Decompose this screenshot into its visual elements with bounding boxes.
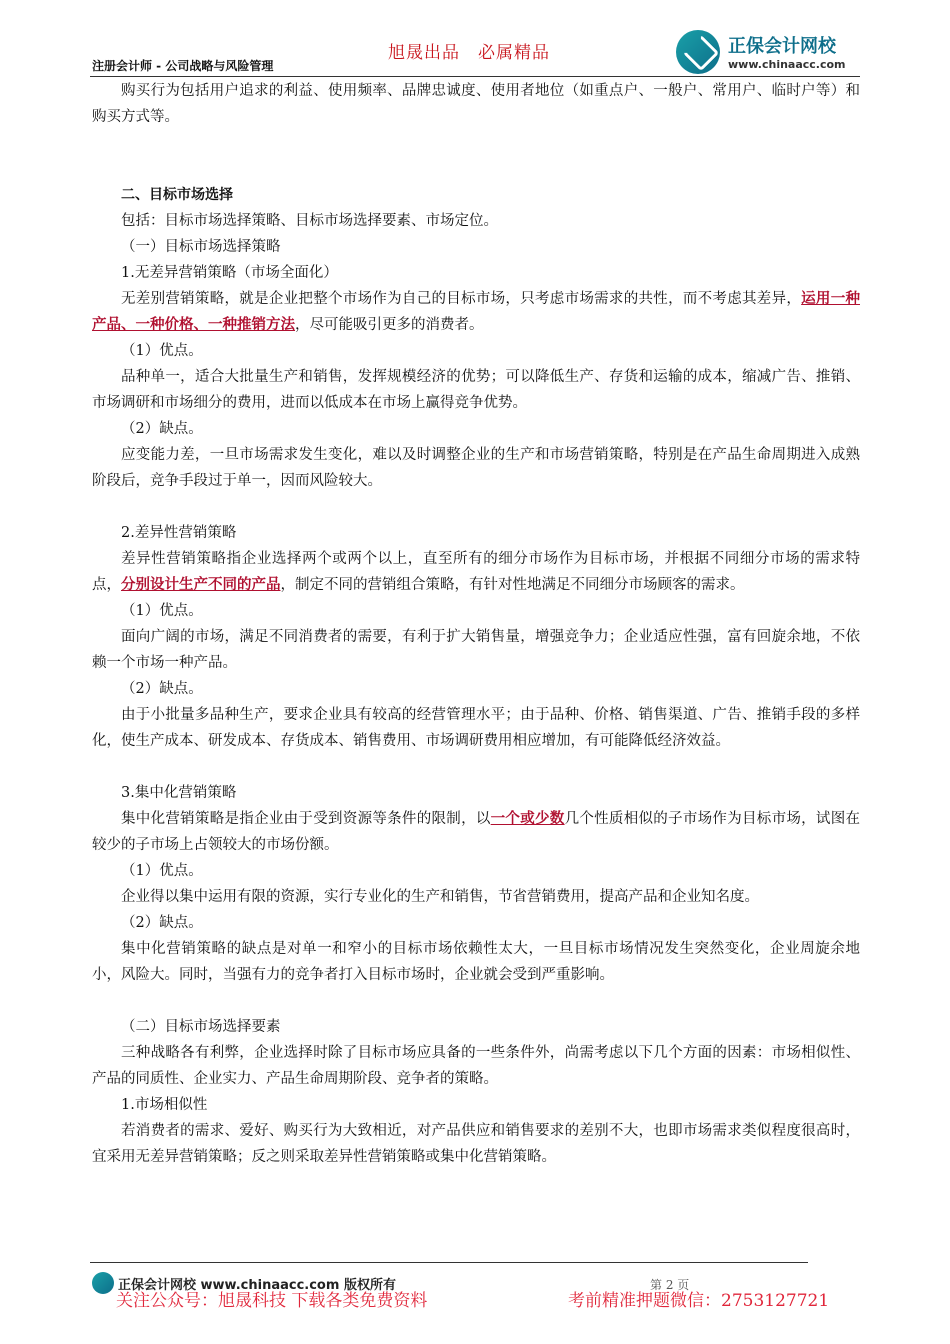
highlighted-text: 运用一种产品、一种价格、一种推销方法 bbox=[92, 290, 860, 333]
item-heading: 3.集中化营销策略 bbox=[121, 785, 237, 801]
item-heading: 1.无差异营销策略（市场全面化） bbox=[121, 265, 338, 281]
paragraph: 三种战略各有利弊，企业选择时除了目标市场应具备的一些条件外，尚需考虑以下几个方面的因素：市场相似性、产品的同质性、企业实力、产品生命周期阶段、竞争者的策略。 bbox=[92, 1045, 860, 1087]
paragraph bbox=[92, 286, 860, 338]
paragraph: 由于小批量多品种生产，要求企业具有较高的经营管理水平；由于品种、价格、销售渠道、广告、推销手段的多样化，使生产成本、研发成本、存货成本、销售费用、市场调研费用相应增加，有可能降低经济效益。 bbox=[92, 707, 860, 749]
label: （2）缺点。 bbox=[121, 681, 203, 697]
paragraph bbox=[92, 806, 860, 858]
promo-text-left: 关注公众号：旭晟科技 下载各类免费资料 bbox=[116, 1291, 428, 1311]
header-divider bbox=[90, 76, 860, 77]
item-heading: 2.差异性营销策略 bbox=[121, 525, 237, 541]
header-subject: 注册会计师 - 公司战略与风险管理 bbox=[92, 59, 274, 73]
section-heading: 二、目标市场选择 bbox=[121, 187, 233, 203]
label: （2）缺点。 bbox=[121, 421, 203, 437]
paragraph: 若消费者的需求、爱好、购买行为大致相近，对产品供应和销售要求的差别不大，也即市场需求类似程度很高时，宜采用无差异营销策略；反之则采取差异性营销策略或集中化营销策略。 bbox=[92, 1123, 860, 1165]
paragraph: 购买行为包括用户追求的利益、使用频率、品牌忠诚度、使用者地位（如重点户、一般户、常用户、临时户等）和购买方式等。 bbox=[92, 83, 860, 125]
page-number: 第 2 页 bbox=[650, 1278, 690, 1292]
footer-copyright: 正保会计网校 www.chinaacc.com 版权所有 bbox=[118, 1278, 396, 1293]
paragraph: 品种单一，适合大批量生产和销售，发挥规模经济的优势；可以降低生产、存货和运输的成本，缩减广告、推销、市场调研和市场细分的费用，进而以低成本在市场上赢得竞争优势。 bbox=[92, 369, 860, 411]
promo-text-right: 考前精准押题微信：2753127721 bbox=[568, 1291, 830, 1311]
label: （1）优点。 bbox=[121, 343, 203, 359]
logo-url: www.chinaacc.com bbox=[728, 58, 846, 71]
document-body bbox=[92, 78, 860, 1170]
label: （1）优点。 bbox=[121, 603, 203, 619]
text-run: ，制定不同的营销组合策略，有针对性地满足不同细分市场顾客的需求。 bbox=[280, 577, 745, 593]
paragraph: 面向广阔的市场，满足不同消费者的需要，有利于扩大销售量，增强竞争力；企业适应性强，富有回旋余地，不依赖一个市场一种产品。 bbox=[92, 629, 860, 671]
subsection-heading: （一）目标市场选择策略 bbox=[121, 239, 281, 255]
label: （1）优点。 bbox=[121, 863, 203, 879]
text-run: ，尽可能吸引更多的消费者。 bbox=[295, 317, 484, 333]
paragraph bbox=[92, 546, 860, 598]
footer-logo-icon bbox=[92, 1272, 114, 1294]
highlighted-text: 一个或少数 bbox=[490, 810, 565, 827]
brand-logo bbox=[676, 28, 866, 78]
highlighted-text: 分别设计生产不同的产品 bbox=[121, 576, 281, 593]
paragraph: 应变能力差，一旦市场需求发生变化，难以及时调整企业的生产和市场营销策略，特别是在产品生命周期进入成熟阶段后，竞争手段过于单一，因而风险较大。 bbox=[92, 447, 860, 489]
logo-name: 正保会计网校 bbox=[728, 36, 836, 57]
paragraph: 集中化营销策略的缺点是对单一和窄小的目标市场依赖性太大，一旦目标市场情况发生突然变化，企业周旋余地小，风险大。同时，当强有力的竞争者打入目标市场时，企业就会受到严重影响。 bbox=[92, 941, 860, 983]
item-heading: 1.市场相似性 bbox=[121, 1097, 208, 1113]
logo-icon bbox=[676, 30, 720, 74]
paragraph: 企业得以集中运用有限的资源，实行专业化的生产和销售，节省营销费用，提高产品和企业知名度。 bbox=[121, 889, 759, 905]
subsection-heading: （二）目标市场选择要素 bbox=[121, 1019, 281, 1035]
paragraph: 包括：目标市场选择策略、目标市场选择要素、市场定位。 bbox=[121, 213, 498, 229]
text-run: 集中化营销策略是指企业由于受到资源等条件的限制，以 bbox=[121, 811, 491, 827]
text-run: 差异性营销策略指企业选择两个或两个以上，直至所有的细分市场作为目标市场，并根据不同细分市场的需求特点， bbox=[92, 551, 860, 593]
footer-divider bbox=[90, 1262, 808, 1263]
header-slogan: 旭晟出品 必属精品 bbox=[388, 43, 550, 63]
label: （2）缺点。 bbox=[121, 915, 203, 931]
text-run: 几个性质相似的子市场作为目标市场，试图在较少的子市场上占领较大的市场份额。 bbox=[92, 811, 861, 853]
text-run: 无差别营销策略，就是企业把整个市场作为自己的目标市场，只考虑市场需求的共性，而不考虑其差异， bbox=[121, 291, 802, 307]
